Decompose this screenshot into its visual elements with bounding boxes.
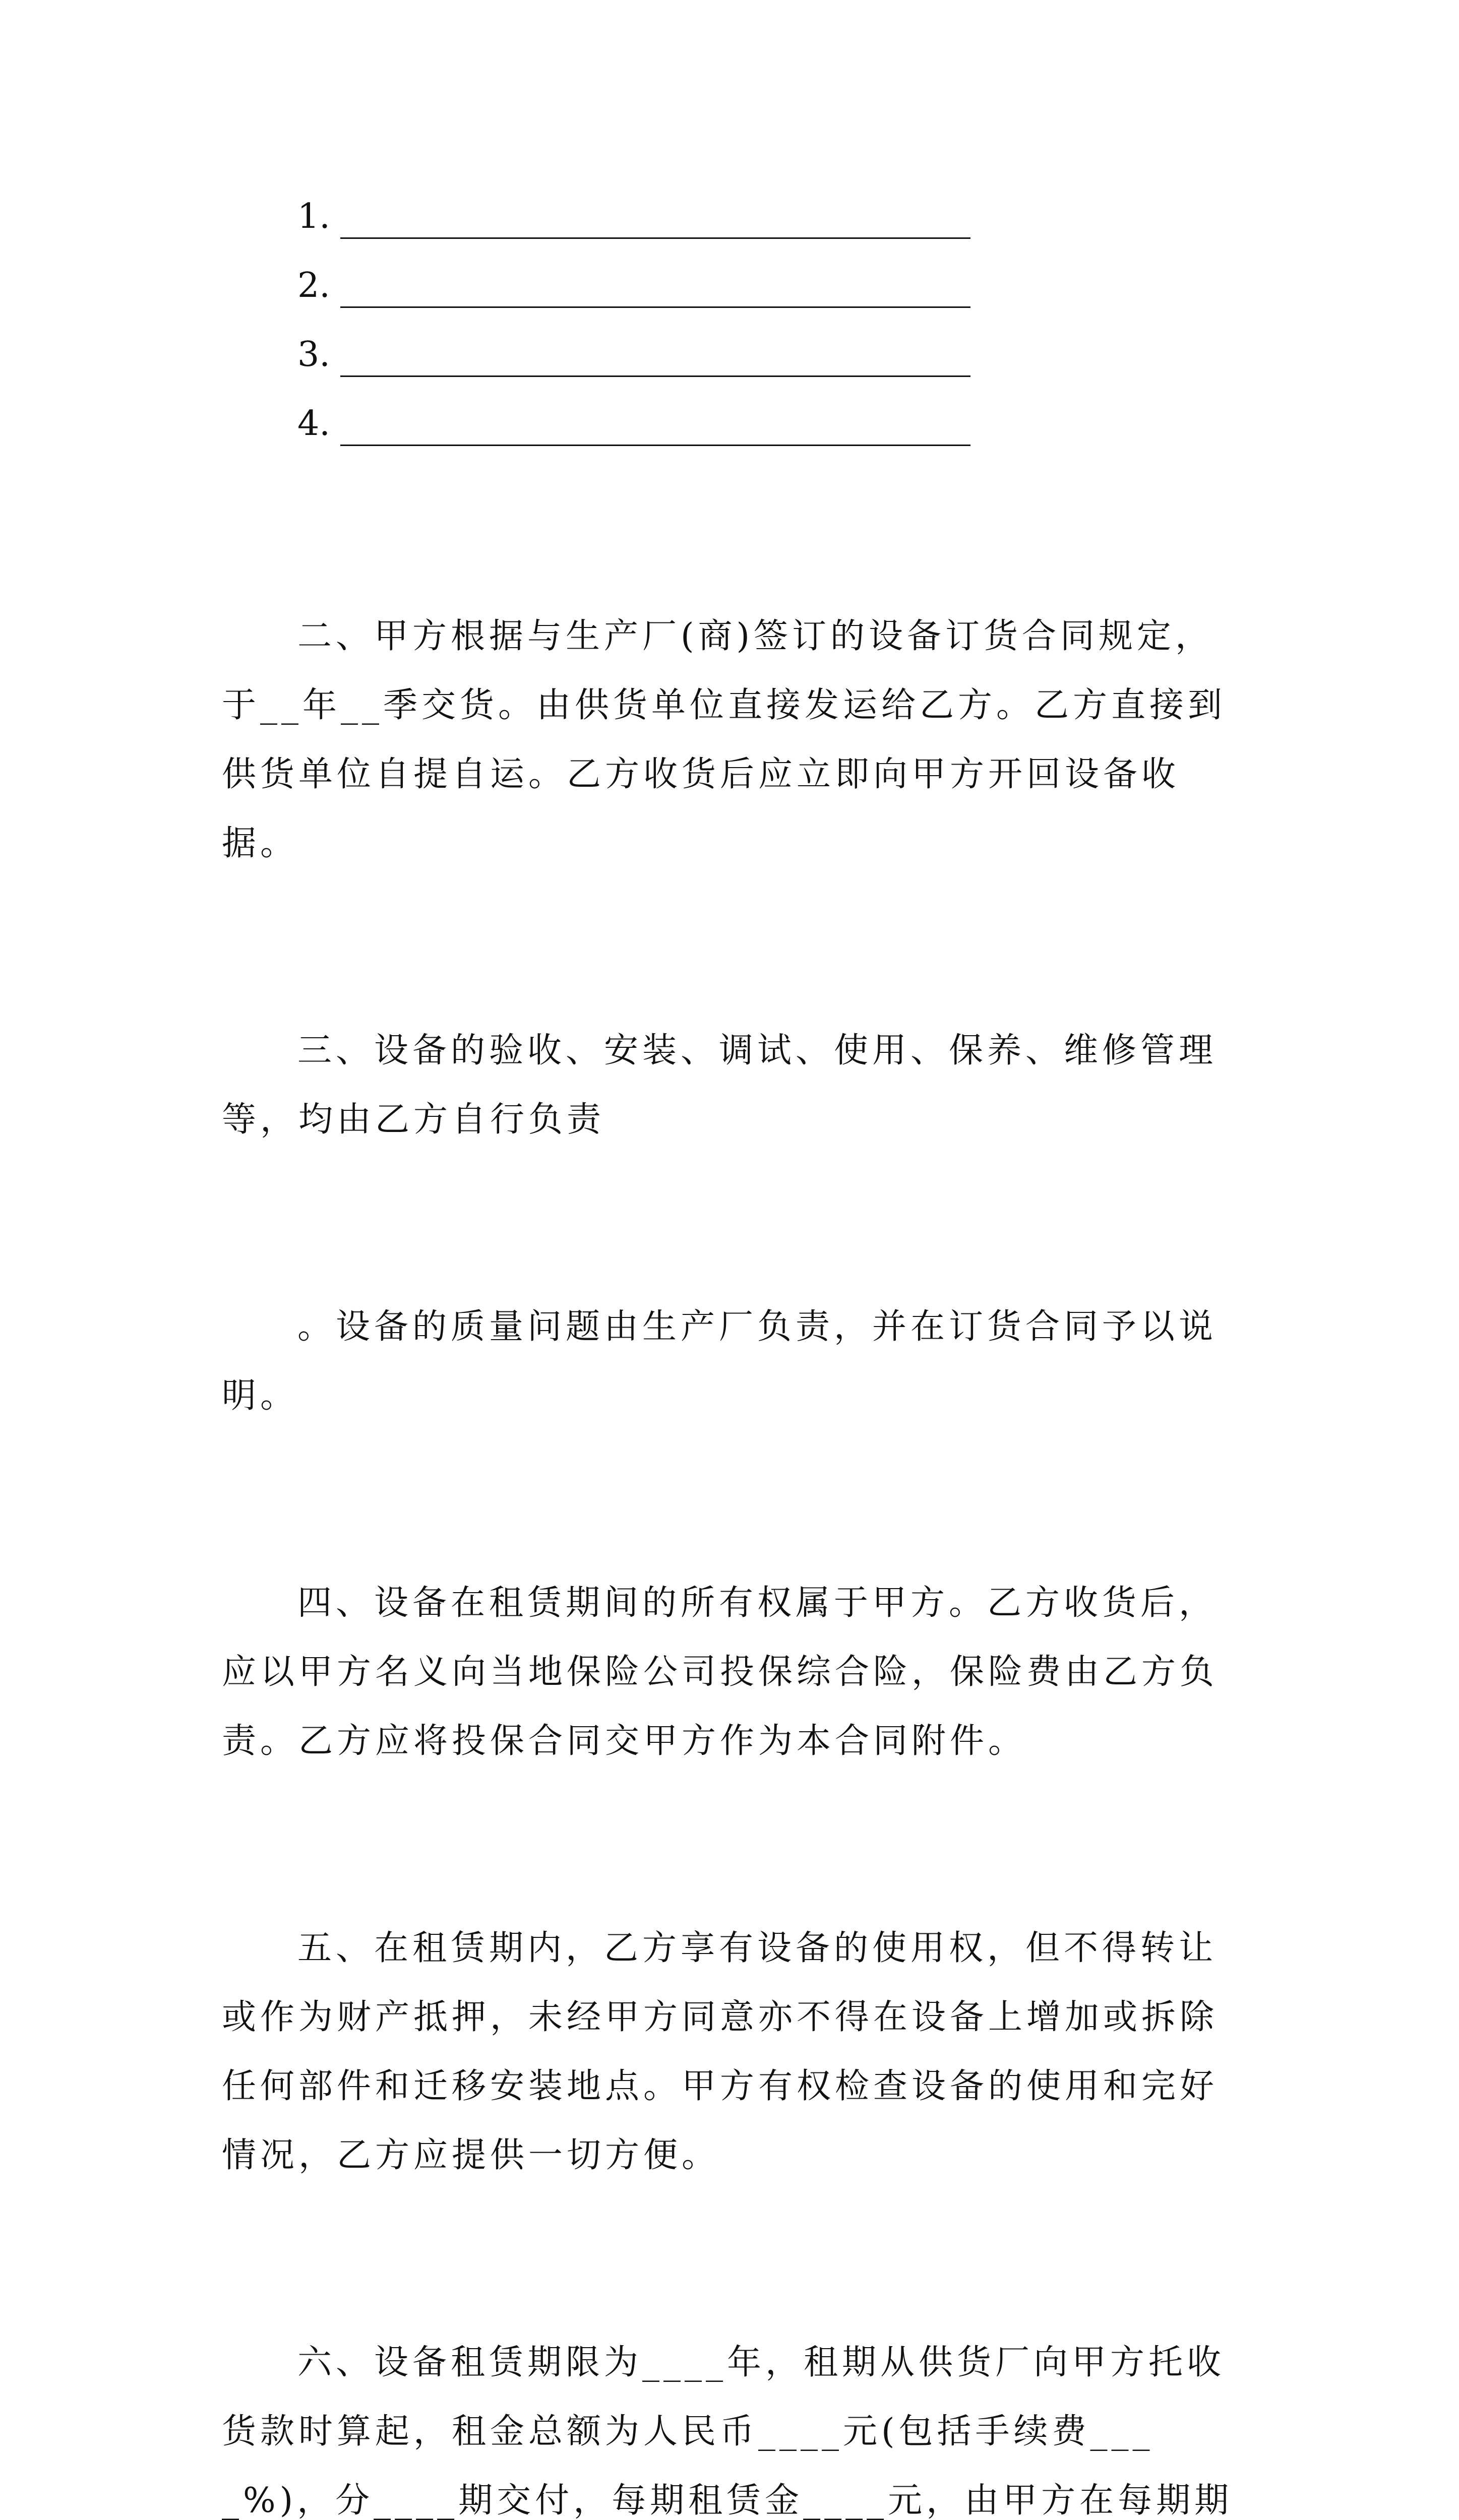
blank-item-list [297,189,1003,465]
fill-in-line[interactable] [340,306,970,308]
fill-in-line[interactable] [340,375,970,377]
list-item-number: 2. [297,266,330,305]
clause-4: 四、设备在租赁期间的所有权属于甲方。乙方收货后，应以甲方名义向当地保险公司投保综合险，保险费由乙方负责。乙方应将投保合同交甲方作为本合同附件。 [222,1583,1219,1761]
clause-3: 三、设备的验收、安装、调试、使用、保养、维修管理等，均由乙方自行负责 [222,1031,1218,1140]
fill-in-line[interactable] [340,237,970,239]
list-item [297,258,1003,327]
fill-in-line[interactable] [340,445,970,446]
clause-6: 六、设备租赁期限为____年，租期从供货厂向甲方托收货款时算起，租金总额为人民币____元(包括手续费____%)，分____期交付，每期租赁金____元，由甲方在每期期 [222,2343,1233,2520]
list-item [297,189,1003,258]
clause-3-continued: 。设备的质量问题由生产厂负责，并在订货合同予以说明。 [222,1307,1218,1416]
list-item [297,396,1003,465]
clause-5: 五、在租赁期内，乙方享有设备的使用权，但不得转让或作为财产抵押，未经甲方同意亦不得在设备上增加或拆除任何部件和迁移安装地点。甲方有权检查设备的使用和完好情况，乙方应提供一切方便。 [222,1928,1219,2175]
list-item [297,327,1003,396]
list-item-number: 3. [297,335,330,374]
list-item-number: 4. [297,404,330,444]
list-item-number: 1. [297,197,330,236]
clause-2: 二、甲方根据与生产厂(商)签订的设备订货合同规定，于__年__季交货。由供货单位直接发运给乙方。乙方直接到供货单位自提自运。乙方收货后应立即向甲方开回设备收据。 [222,616,1227,863]
contract-body [222,464,1250,2520]
